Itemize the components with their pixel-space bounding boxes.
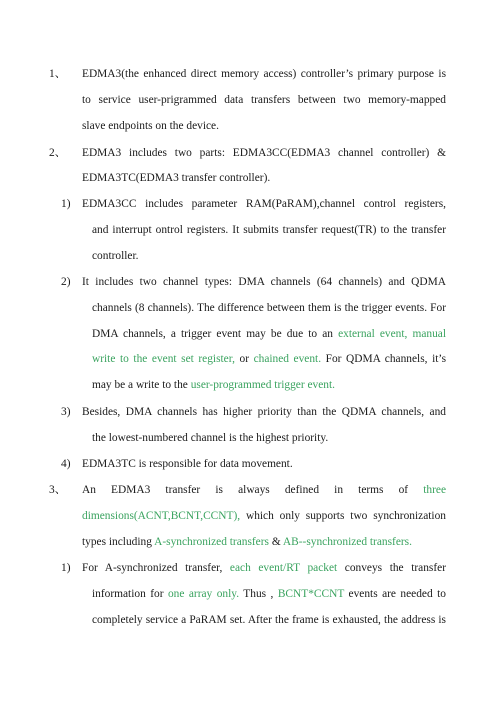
sub-2-2-line-2: channels (8 channels). The difference between them is the trigger events. For — [92, 302, 446, 314]
sub-2-2-line-5 — [92, 378, 335, 392]
text-run: An EDMA3 transfer is always defined in terms of — [82, 484, 424, 496]
item-2-line-1: EDMA3 includes two parts: EDMA3CC(EDMA3 channel controller) & — [82, 147, 446, 159]
text-run: For QDMA channels, it’s — [321, 353, 446, 365]
sub-2-2-number: 2) — [61, 276, 71, 288]
item-1-line-1: EDMA3(the enhanced direct memory access) controller’s primary purpose is — [82, 68, 446, 80]
sub-2-2-line-3 — [92, 327, 446, 341]
sub-3-1-number: 1) — [61, 562, 71, 574]
item-3-line-2 — [82, 509, 446, 523]
item-1-line-2: to service user-prigrammed data transfers between two memory-mapped — [82, 94, 446, 106]
sub-2-1-line-1: EDMA3CC includes parameter RAM(PaRAM),channel control registers, — [82, 198, 446, 210]
item-3-line-1 — [82, 483, 446, 497]
sub-2-1-line-3: controller. — [92, 250, 139, 262]
sub-2-2-line-1: It includes two channel types: DMA channels (64 channels) and QDMA — [82, 276, 446, 288]
text-run: & — [268, 536, 283, 548]
sub-3-1-line-2 — [92, 587, 446, 601]
sub-2-1-line-2: and interrupt ontrol registers. It submits transfer request(TR) to the transfer — [92, 224, 446, 236]
highlight-user-trigger-event: user-programmed trigger event. — [190, 379, 336, 391]
sub-2-4-line-1: EDMA3TC is responsible for data movement. — [82, 458, 293, 470]
sub-3-1-line-1 — [82, 561, 446, 575]
highlight-bcnt-ccnt: BCNT*CCNT — [277, 588, 345, 600]
item-1-line-3: slave endpoints on the device. — [82, 120, 219, 132]
sub-2-2-line-4 — [92, 352, 446, 366]
text-run: or — [234, 353, 254, 365]
sub-2-3-number: 3) — [61, 406, 71, 418]
text-run: events are needed to — [344, 588, 446, 600]
highlight-a-sync: A-synchronized transfers — [154, 536, 269, 548]
sub-3-1-line-3: completely service a PaRAM set. After the frame is exhausted, the address is — [92, 614, 446, 626]
sub-2-3-line-1: Besides, DMA channels has higher priority than the QDMA channels, and — [82, 406, 446, 418]
highlight-external-event: external event, — [338, 328, 408, 340]
highlight-manual: manual — [412, 328, 446, 340]
item-1-number: 1、 — [49, 68, 67, 80]
text-run: DMA channels, a trigger event may be due to an — [92, 328, 339, 340]
highlight-write-event-set: write to the event set register, — [92, 353, 235, 365]
highlight-ab-sync: AB--synchronized transfers. — [282, 536, 412, 548]
item-2-line-2: EDMA3TC(EDMA3 transfer controller). — [82, 172, 271, 184]
item-3-line-3 — [82, 535, 412, 549]
text-run: information for — [92, 588, 168, 600]
sub-2-4-number: 4) — [61, 458, 71, 470]
text-run: which only supports two synchronization — [240, 510, 446, 522]
text-run: Thus , — [239, 588, 278, 600]
text-run: conveys the transfer — [337, 562, 446, 574]
highlight-dimensions: dimensions(ACNT,BCNT,CCNT), — [82, 510, 241, 522]
highlight-chained-event: chained event. — [253, 353, 322, 365]
highlight-one-array: one array only. — [167, 588, 240, 600]
highlight-three: three — [423, 484, 446, 496]
text-run: may be a write to the — [92, 379, 191, 391]
item-2-number: 2、 — [49, 147, 67, 159]
highlight-each-event: each event/RT packet — [229, 562, 338, 574]
sub-2-1-number: 1) — [61, 198, 71, 210]
text-run: For A-synchronized transfer, — [82, 562, 230, 574]
sub-2-3-line-2: the lowest-numbered channel is the highest priority. — [92, 432, 329, 444]
item-3-number: 3、 — [49, 484, 67, 496]
text-run: types including — [82, 536, 155, 548]
